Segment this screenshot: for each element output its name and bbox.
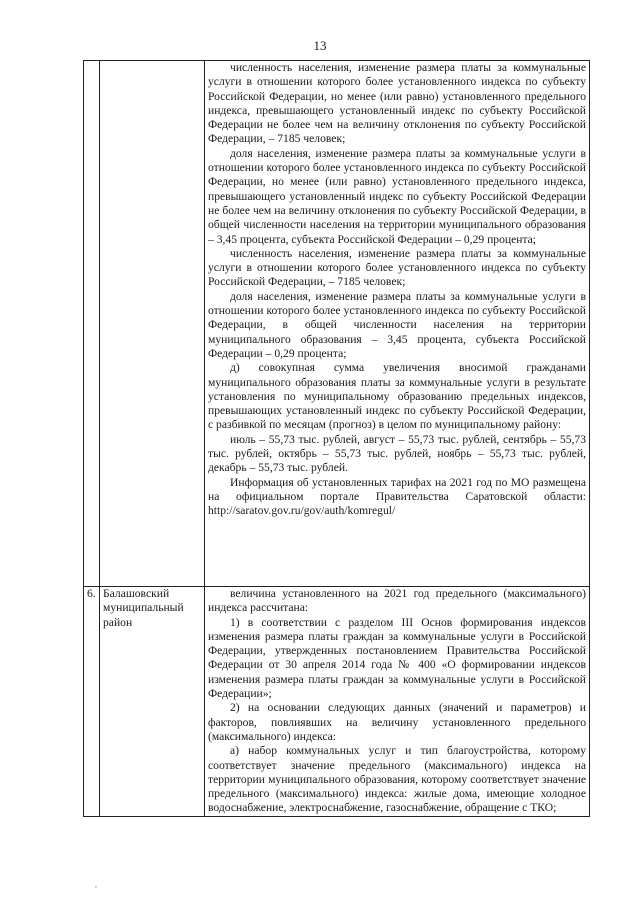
paragraph: 2) на основании следующих данных (значений и параметров) и факторов, повлиявших на величину установленного предельного (максимального) индекса: [208, 701, 586, 743]
paragraph: Информация об установленных тарифах на 2021 год по МО размещена на официальном портале Правительства Саратовской области: http://saratov.gov.ru/gov/auth/komregul/ [208, 475, 586, 518]
paragraph: д) совокупная сумма увеличения вносимой гражданами муниципального образования платы за коммунальные услуги в результате установления по муниципальному образованию предельных индексов, превышающих установленный индекс по субъекту Российской Федерации, с разбивкой по месяцам (прогноз) в целом по муниципальному району: [208, 361, 586, 432]
row-number-cell [84, 61, 100, 587]
table-row-6 [84, 587, 590, 817]
paragraph: доля населения, изменение размера платы за коммунальные услуги в отношении которого более установленного индекса по субъекту Российской Федерации, в общей численности населения на территории муниципального образования – 3,45 процента, субъекта Российской Федерации – 0,29 процента; [208, 289, 586, 360]
row-content-cell [205, 587, 590, 817]
row-name-cell: Балашовский муниципальный район [100, 587, 205, 817]
paragraph: доля населения, изменение размера платы за коммунальные услуги в отношении которого более установленного индекса по субъекту Российской Федерации, но менее (или равно) установленного предельного индекса, превышающего установленный индекс по субъекту Российской Федерации не более чем на величину отклонения по субъекту Российской Федерации, в общей численности населения на территории муниципального образования – 3,45 процента, субъекта Российской Федерации – 0,29 процента; [208, 146, 586, 246]
scan-mark: , [95, 880, 97, 889]
row-number-cell: 6. [84, 587, 100, 817]
paragraph: 1) в соответствии с разделом III Основ формирования индексов изменения размера платы граждан за коммунальные услуги в Российской Федерации, утвержденных постановлением Правительства Российской Федерации от 30 апреля 2014 года № 400 «О формировании индексов изменения размера платы граждан за коммунальные услуги в Российской Федерации»; [208, 615, 586, 701]
paragraph: численность населения, изменение размера платы за коммунальные услуги в отношении которого более установленного индекса по субъекту Российской Федерации, но менее (или равно) установленного предельного индекса, превышающего установленный индекс по субъекту Российской Федерации не более чем на величину отклонения по субъекту Российской Федерации, – 7185 человек; [208, 61, 586, 146]
document-table [83, 60, 590, 817]
paragraph: а) набор коммунальных услуг и тип благоустройства, которому соответствует значение предельного (максимального) индекса на территории муниципального образования, которому соответствует значение предельного (максимального) индекса: жилые дома, имеющие холодное водоснабжение, электроснабжение, газоснабжение, обращение с ТКО; [208, 744, 586, 815]
row-name-cell [100, 61, 205, 587]
row-content-cell [205, 61, 590, 587]
page-number: 13 [313, 38, 327, 53]
table-row-continued [84, 61, 590, 587]
paragraph: июль – 55,73 тыс. рублей, август – 55,73 тыс. рублей, сентябрь – 55,73 тыс. рублей, октябрь – 55,73 тыс. рублей, ноябрь – 55,73 тыс. рублей, декабрь – 55,73 тыс. рублей. [208, 432, 586, 475]
paragraph: численность населения, изменение размера платы за коммунальные услуги в отношении которого более установленного индекса по субъекту Российской Федерации, – 7185 человек; [208, 246, 586, 289]
paragraph: величина установленного на 2021 год предельного (максимального) индекса рассчитана: [208, 587, 586, 615]
